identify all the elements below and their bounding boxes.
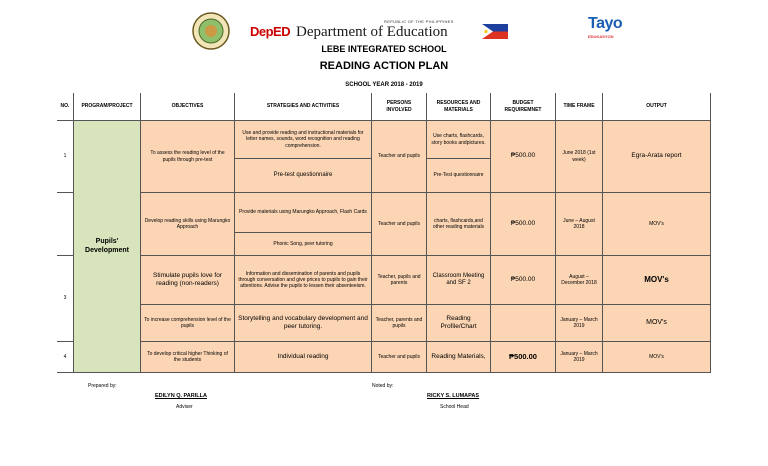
- time-frame-cell: January – March 2019: [556, 342, 603, 373]
- tayo-logo: Tayo EDUKASYON: [588, 15, 623, 39]
- persons-cell: Teacher and pupils: [372, 342, 427, 373]
- resources-cell: Reading Profile/Chart: [427, 305, 491, 342]
- objective-cell: To develop critical higher Thinking of the students: [141, 342, 235, 373]
- output-cell: MOV's: [603, 305, 711, 342]
- page-title: READING ACTION PLAN: [319, 60, 449, 72]
- resources-cell: Reading Materials,: [427, 342, 491, 373]
- department-name: Department of Education: [296, 24, 448, 40]
- resources-cell: Use charts, flashcards, story books andpictures.: [427, 121, 491, 159]
- school-year: SCHOOL YEAR 2018 - 2019: [345, 82, 423, 88]
- time-frame-cell: June 2018 (1st week): [556, 121, 603, 193]
- strategy-cell: Information and dissemination of parents and pupils through conversation and give prices to pupils to gain their attentions. Advise the pupils to lessen their absenteeism.: [235, 256, 372, 305]
- noted-by-role: School Head: [440, 404, 469, 410]
- output-cell: Egra-Arata report: [603, 121, 711, 193]
- strategy-cell: Pre-test questionnaire: [235, 159, 372, 193]
- column-header-no: NO.: [57, 93, 74, 121]
- column-header-budget: BUDGET REQUIREMNET: [491, 93, 556, 121]
- philippine-flag-icon: [482, 24, 508, 39]
- objective-cell: To assess the reading level of the pupils through pre-test: [141, 121, 235, 193]
- document-header: [0, 0, 768, 95]
- program-cell: Pupils' Development: [74, 121, 141, 373]
- strategy-cell: Provide materials using Marungko Approach, Flash Cards: [235, 193, 372, 233]
- column-header-time-frame: TIME FRAME: [556, 93, 603, 121]
- output-cell: MOV's: [603, 193, 711, 256]
- row-number: 1: [57, 121, 74, 193]
- row-number: [57, 193, 74, 256]
- row-number: 3: [57, 256, 74, 342]
- column-header-program: PROGRAM/PROJECT: [74, 93, 141, 121]
- strategy-cell: Individual reading: [235, 342, 372, 373]
- output-cell: MOV's: [603, 342, 711, 373]
- time-frame-cell: August – December 2018: [556, 256, 603, 305]
- column-header-strategies: STRATEGIES AND ACTIVITIES: [235, 93, 372, 121]
- objective-cell: Develop reading skills using Marungko Approach: [141, 193, 235, 256]
- resources-cell: Classroom Meeting and SF 2: [427, 256, 491, 305]
- objective-cell: To increase comprehension level of the pupils: [141, 305, 235, 342]
- budget-cell: ₱500.00: [491, 256, 556, 305]
- row-number: 4: [57, 342, 74, 373]
- republic-text: REPUBLIC OF THE PHILIPPINES: [384, 19, 454, 24]
- persons-cell: Teacher and pupils: [372, 193, 427, 256]
- budget-cell: ₱500.00: [491, 121, 556, 193]
- prepared-by-name: EDILYN Q. PARILLA: [155, 393, 207, 399]
- strategy-cell: Storytelling and vocabulary development and peer tutoring.: [235, 305, 372, 342]
- budget-cell: ₱500.00: [491, 342, 556, 373]
- noted-by-name: RICKY S. LUMAPAS: [427, 393, 480, 399]
- noted-by-label: Noted by:: [372, 383, 394, 389]
- column-header-resources: RESOURCES AND MATERIALS: [427, 93, 491, 121]
- column-header-objectives: OBJECTIVES: [141, 93, 235, 121]
- objective-cell: Stimulate pupils love for reading (non-readers): [141, 256, 235, 305]
- column-header-persons: PERSONS INVOLVED: [372, 93, 427, 121]
- deped-logo: DepED: [250, 24, 291, 39]
- strategy-cell: Use and provide reading and instructional materials for letter names, sounds, word recognition and reading comprehension.: [235, 121, 372, 159]
- persons-cell: Teacher, pupils and parents: [372, 256, 427, 305]
- school-name: LEBE INTEGRATED SCHOOL: [321, 44, 447, 54]
- prepared-by-label: Prepared by:: [88, 383, 117, 389]
- budget-cell: ₱500.00: [491, 193, 556, 256]
- prepared-by-role: Adviser: [176, 404, 193, 410]
- persons-cell: Teacher, parents and pupils: [372, 305, 427, 342]
- table-body: [57, 93, 711, 373]
- budget-cell: [491, 305, 556, 342]
- time-frame-cell: January – March 2019: [556, 305, 603, 342]
- column-header-output: OUTPUT: [603, 93, 711, 121]
- time-frame-cell: June – August 2018: [556, 193, 603, 256]
- output-cell: MOV's: [603, 256, 711, 305]
- persons-cell: Teacher and pupils: [372, 121, 427, 193]
- resources-cell: Pre-Test questionnaire: [427, 159, 491, 193]
- strategy-cell: Phonic Song, peer tutoring: [235, 233, 372, 256]
- resources-cell: charts, flashcards,and other reading materials: [427, 193, 491, 256]
